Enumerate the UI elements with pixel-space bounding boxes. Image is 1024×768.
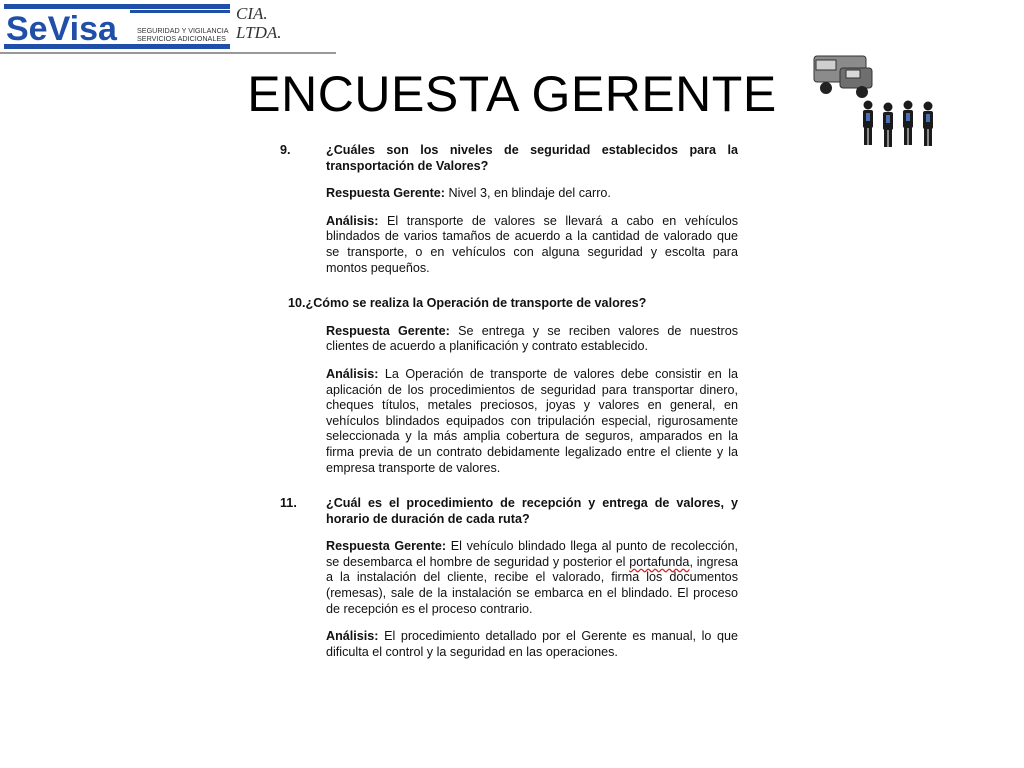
question-text: ¿Cómo se realiza la Operación de transporte de valores?: [305, 296, 647, 311]
analysis-label: Análisis:: [326, 366, 379, 381]
analysis-11: [326, 629, 738, 660]
analysis-9: [326, 214, 738, 276]
analysis-text: La Operación de transporte de valores debe consistir en la aplicación de los procedimientos de seguridad para transportar dinero, cheques títulos, metales preciosos, joyas y valores en general, en vehículos blindados equipados con tripulación especial, rigurosamente seleccionada y la más amplia cobertura de seguros, amparados en la firma previa de un contrato debidamente legalizado entre el cliente y la empresa transporte de valores.: [326, 366, 738, 475]
answer-text-a: El vehículo blindado llega al punto de recolección, se desembarca el hombre de seguridad y posterior el: [326, 539, 739, 569]
spellcheck-word: portafunda: [629, 554, 690, 569]
question-text: ¿Cuál es el procedimiento de recepción y entrega de valores, y horario de duración de cada ruta?: [326, 496, 738, 526]
question-number: 11.: [280, 496, 297, 511]
question-10: [284, 296, 738, 312]
analysis-10: [326, 367, 738, 476]
survey-document: [280, 143, 738, 672]
question-11: [280, 496, 738, 527]
armored-truck-icon: [814, 56, 872, 98]
answer-11: [326, 539, 738, 617]
logo-tagline-2: SERVICIOS ADICIONALES: [137, 34, 226, 43]
logo-brand: SeVisa: [6, 10, 117, 48]
logo-suffix-2: LTDA.: [236, 23, 282, 42]
answer-10: [326, 324, 738, 355]
analysis-text: El transporte de valores se llevará a cabo en vehículos blindados de varios tamaños de acuerdo a la cantidad de valorado que se transporte, o en vehículos con alguna seguridad y escolta para montos pequeños.: [326, 213, 738, 275]
page-title: ENCUESTA GERENTE: [247, 66, 777, 122]
answer-label: Respuesta Gerente:: [326, 539, 447, 554]
question-number: 10.: [288, 296, 306, 311]
logo-tagline-1: SEGURIDAD Y VIGILANCIA: [137, 26, 229, 35]
answer-label: Respuesta Gerente:: [326, 186, 445, 201]
question-text: ¿Cuáles son los niveles de seguridad establecidos para la transportación de Valores?: [326, 143, 738, 173]
armored-truck-guards-illustration: [800, 50, 950, 155]
answer-label: Respuesta Gerente:: [326, 323, 450, 338]
answer-text: Se entrega y se reciben valores de nuestros clientes de acuerdo a planificación y contrato establecido.: [326, 323, 739, 354]
analysis-label: Análisis:: [326, 629, 379, 644]
answer-text: Nivel 3, en blindaje del carro.: [444, 186, 611, 201]
logo-suffix-1: CIA.: [236, 4, 268, 23]
question-number: 9.: [280, 143, 291, 157]
answer-9: [326, 186, 738, 202]
company-logo: [0, 0, 336, 54]
answer-text-b: , ingresa a la instalación del cliente, recibe el valorado, firma los documentos (remesas), sale de la instalación se embarca en el blindado. El proceso de recepción es el proceso contrario.: [326, 554, 738, 616]
analysis-label: Análisis:: [326, 213, 379, 228]
question-9: [280, 143, 738, 174]
security-guards-icon: [863, 101, 933, 148]
analysis-text: El procedimiento detallado por el Gerente es manual, lo que dificulta el control y la seguridad en las operaciones.: [326, 629, 738, 659]
